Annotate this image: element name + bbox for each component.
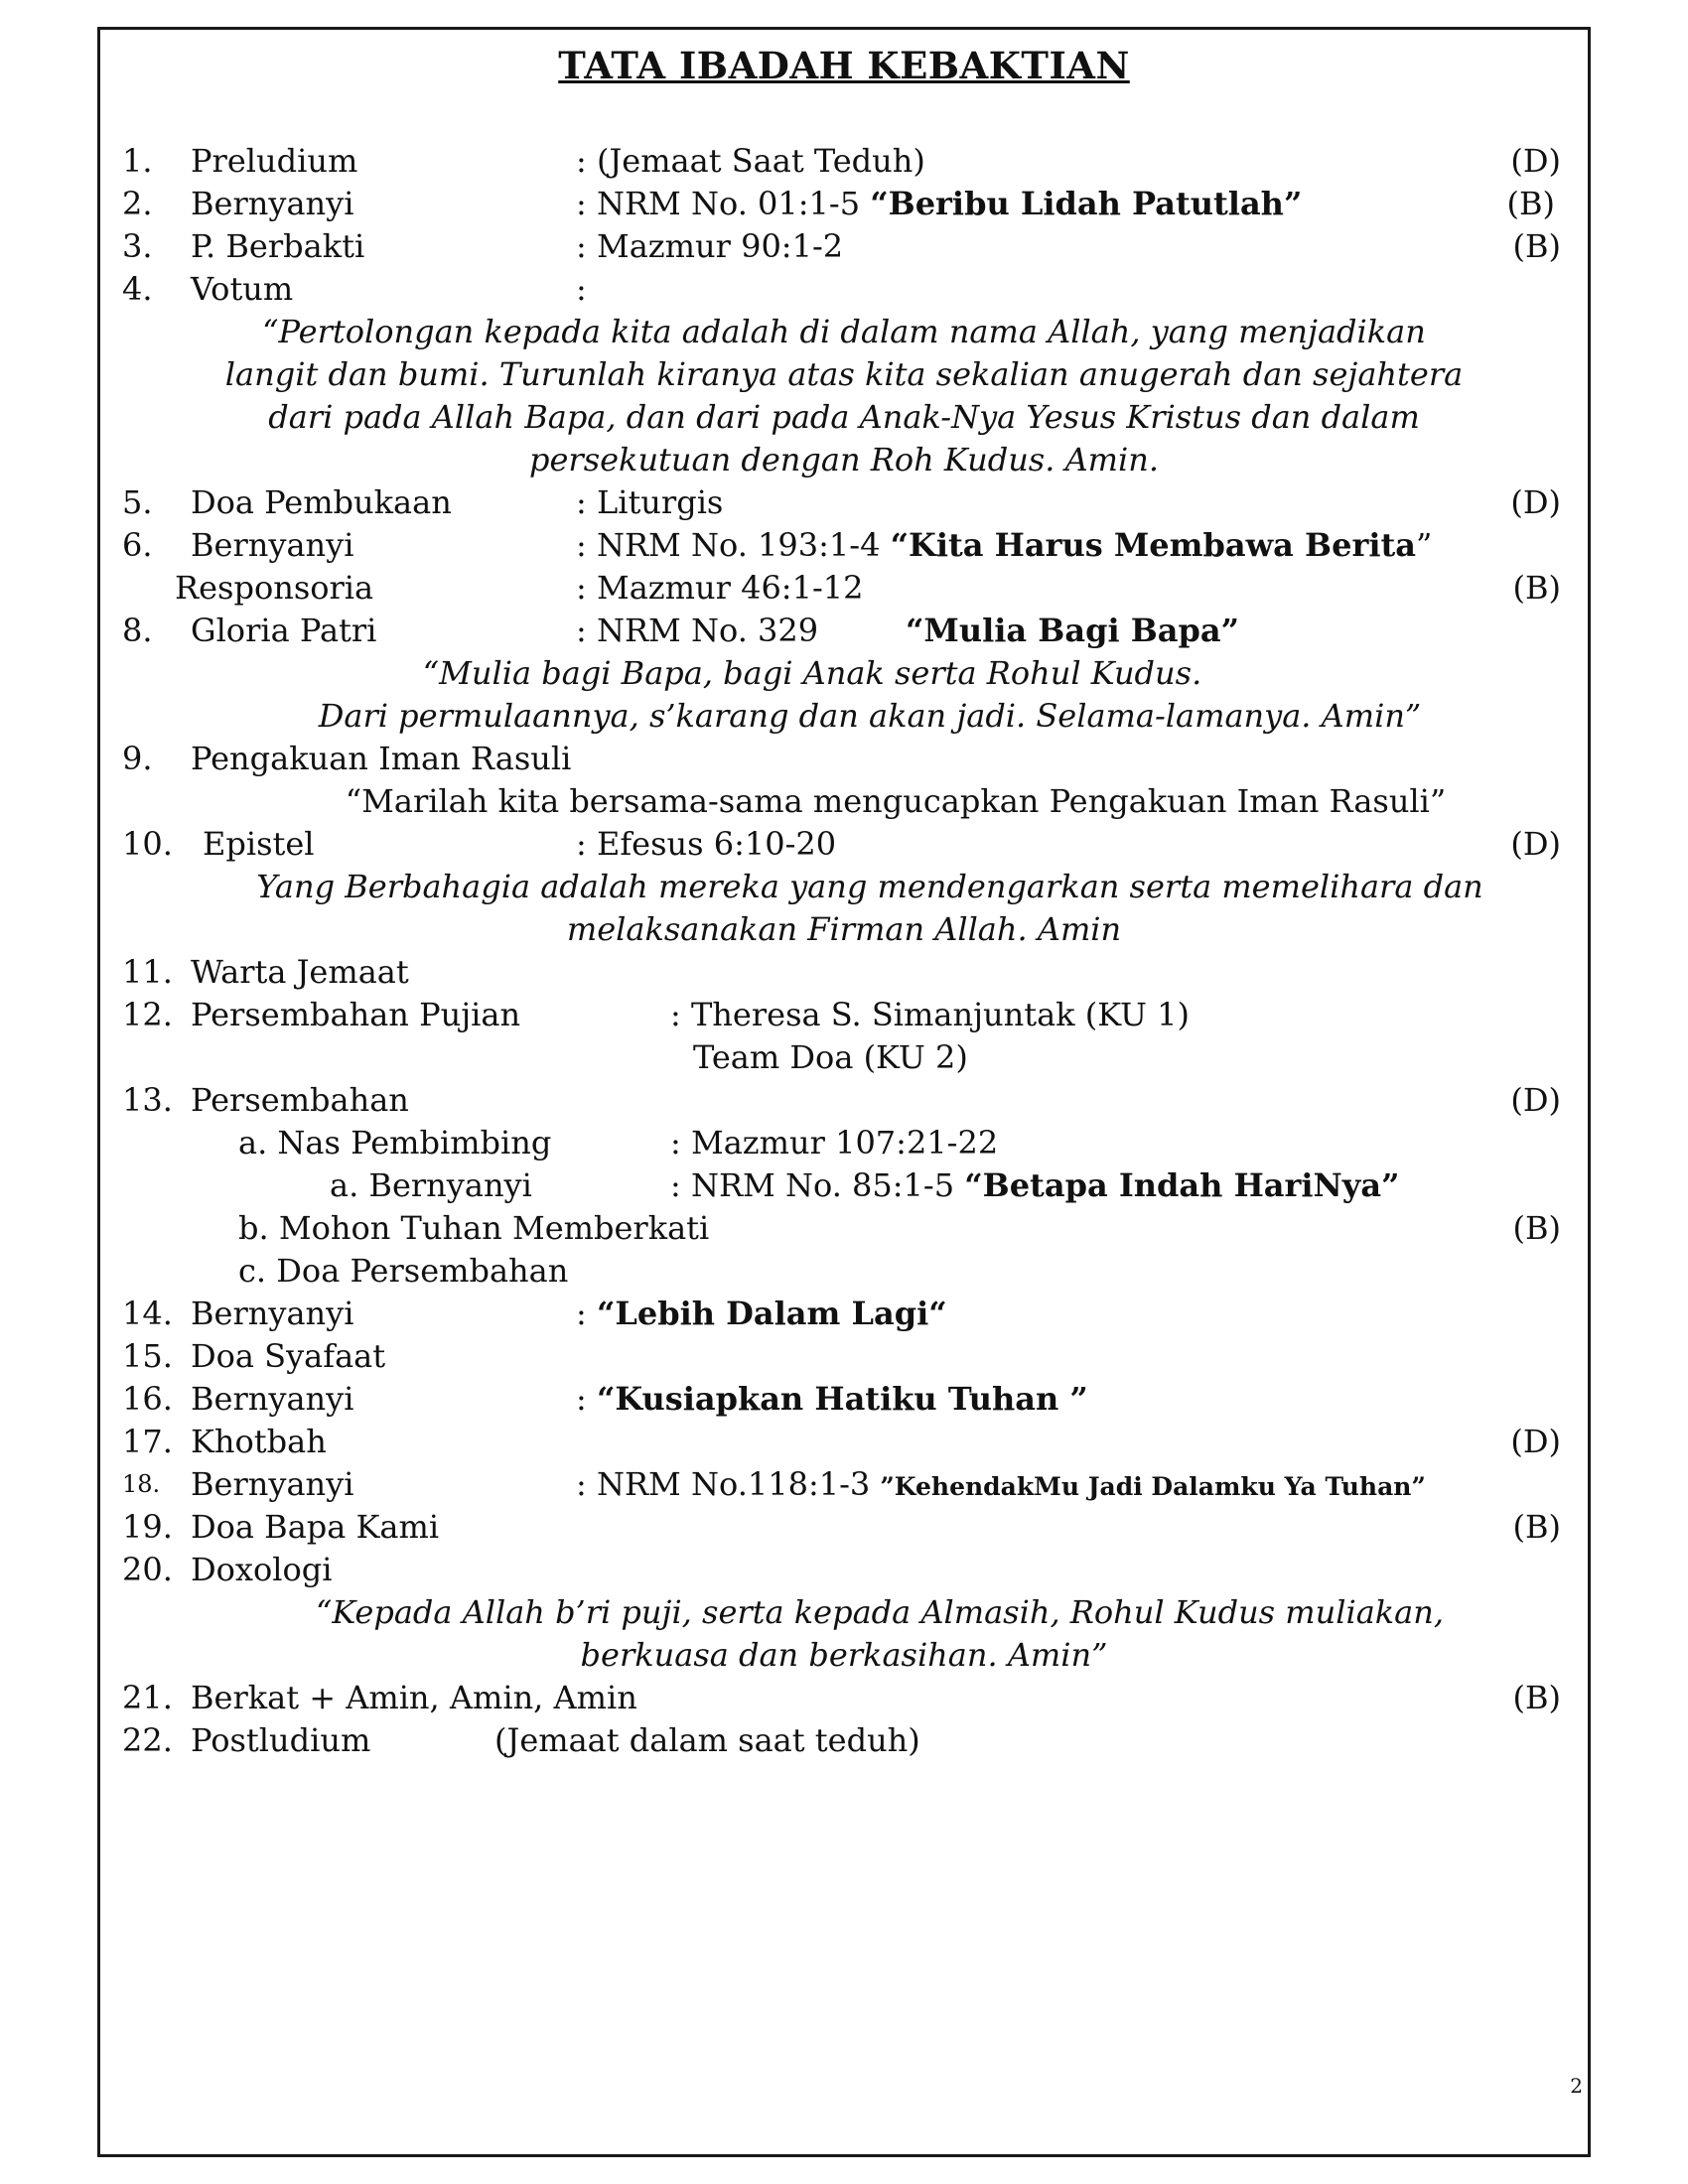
votum-text: dari pada Allah Bapa, dan dari pada Anak-Nya Yesus Kristus dan dalam [268, 398, 1420, 436]
item-detail: : “Kusiapkan Hatiku Tuhan ” [576, 1380, 1088, 1418]
item-code: (D) [1510, 1081, 1561, 1119]
item-number: 2. [122, 185, 153, 222]
item-label: a. Bernyanyi [330, 1166, 532, 1204]
liturgy-item [0, 182, 1688, 225]
page-number: 2 [1570, 2074, 1583, 2098]
item-detail: : NRM No. 01:1-5 “Beribu Lidah Patutlah” [576, 185, 1303, 222]
item-detail: : NRM No.118:1-3 ”KehendakMu Jadi Dalamku Ya Tuhan” [576, 1465, 1426, 1503]
item-detail: : [576, 270, 587, 308]
epistel-text: melaksanakan Firman Allah. Amin [566, 910, 1122, 948]
item-label: Bernyanyi [191, 526, 354, 564]
epistel-text: Yang Berbahagia adalah mereka yang mendengarkan serta memelihara dan [256, 868, 1483, 905]
item-label: Postludium [191, 1721, 371, 1759]
liturgy-item [0, 566, 1688, 610]
item-detail: : (Jemaat Saat Teduh) [576, 142, 925, 180]
item-number: 5. [122, 483, 153, 521]
item-code: (D) [1510, 142, 1561, 180]
item-code: (D) [1510, 1423, 1561, 1460]
votum-text: “Pertolongan kepada kita adalah di dalam nama Allah, yang menjadikan [262, 313, 1426, 350]
liturgy-item [0, 1292, 1688, 1335]
item-number: 15. [122, 1337, 173, 1375]
song-title: ”KehendakMu Jadi Dalamku Ya Tuhan” [880, 1472, 1426, 1501]
liturgy-item-continued [0, 1035, 1688, 1079]
item-number: 21. [122, 1679, 173, 1716]
item-label: b. Mohon Tuhan Memberkati [238, 1209, 710, 1247]
item-detail: Team Doa (KU 2) [693, 1038, 968, 1076]
liturgy-item [0, 609, 1688, 652]
item-detail: : Mazmur 90:1-2 [576, 227, 844, 265]
item-number: 14. [122, 1295, 173, 1332]
item-number: 6. [122, 526, 153, 564]
liturgy-item [0, 1505, 1688, 1549]
item-number: 17. [122, 1423, 173, 1460]
item-label: Doxologi [191, 1551, 333, 1588]
item-label: Doa Syafaat [191, 1337, 386, 1375]
item-detail: : Liturgis [576, 483, 724, 521]
item-label: Epistel [203, 825, 315, 863]
liturgy-item [0, 1718, 1688, 1762]
item-detail: : “Lebih Dalam Lagi“ [576, 1295, 947, 1332]
item-label: Pengakuan Iman Rasuli [191, 740, 572, 777]
liturgy-item [0, 1377, 1688, 1421]
liturgy-item [0, 224, 1688, 268]
item-number: 8. [122, 612, 153, 649]
item-label: Bernyanyi [191, 1295, 354, 1332]
liturgy-item [0, 1334, 1688, 1378]
item-detail: : NRM No. 193:1-4 “Kita Harus Membawa Berita” [576, 526, 1433, 564]
item-code: (B) [1512, 1679, 1561, 1716]
doxologi-text: “Kepada Allah b’ri puji, serta kepada Almasih, Rohul Kudus muliakan, [315, 1593, 1445, 1631]
liturgy-subitem [0, 1121, 1688, 1164]
item-label: Warta Jemaat [191, 953, 409, 991]
item-number: 18. [122, 1470, 161, 1498]
item-label: Bernyanyi [191, 1380, 354, 1418]
item-detail: : Theresa S. Simanjuntak (KU 1) [670, 996, 1190, 1033]
song-title: “Betapa Indah HariNya” [964, 1166, 1400, 1204]
song-title: “Kita Harus Membawa Berita [890, 526, 1416, 564]
item-number: 19. [122, 1508, 173, 1546]
item-label: Persembahan Pujian [191, 996, 521, 1033]
liturgy-item [0, 1676, 1688, 1719]
item-label: Bernyanyi [191, 185, 354, 222]
item-label: Khotbah [191, 1423, 327, 1460]
item-label: Persembahan [191, 1081, 409, 1119]
liturgy-item [0, 1548, 1688, 1591]
liturgy-item [0, 993, 1688, 1036]
liturgy-item [0, 480, 1688, 524]
item-number: 10. [122, 825, 173, 863]
item-number: 11. [122, 953, 173, 991]
liturgy-item [0, 1462, 1688, 1506]
gloria-text: Dari permulaannya, s’karang dan akan jadi. Selama-lamanya. Amin” [318, 697, 1422, 735]
liturgy-subitem [0, 1206, 1688, 1250]
item-number: 9. [122, 740, 153, 777]
song-title: “Beribu Lidah Patutlah” [870, 185, 1303, 222]
item-code: (D) [1510, 825, 1561, 863]
item-code: (B) [1506, 185, 1555, 222]
liturgy-item [0, 950, 1688, 994]
song-title: “Mulia Bagi Bapa” [906, 612, 1240, 649]
liturgy-item [0, 822, 1688, 866]
item-label: c. Doa Persembahan [238, 1252, 569, 1290]
item-detail: : NRM No. 329 [576, 612, 819, 649]
item-number: 16. [122, 1380, 173, 1418]
item-detail: : Mazmur 46:1-12 [576, 569, 864, 607]
votum-text: persekutuan dengan Roh Kudus. Amin. [528, 441, 1160, 478]
liturgy-subitem [0, 1249, 1688, 1293]
item-number: 3. [122, 227, 153, 265]
liturgy-item [0, 139, 1688, 183]
liturgy-item [0, 267, 1688, 311]
item-number: 20. [122, 1551, 173, 1588]
liturgy-item [0, 523, 1688, 567]
liturgy-item [0, 1078, 1688, 1122]
item-label: Preludium [191, 142, 358, 180]
item-label: Doa Pembukaan [191, 483, 452, 521]
song-title: “Kusiapkan Hatiku Tuhan ” [596, 1380, 1088, 1418]
item-label: Doa Bapa Kami [191, 1508, 440, 1546]
item-code: (D) [1510, 483, 1561, 521]
item-detail: : Mazmur 107:21-22 [670, 1124, 999, 1161]
item-code: (B) [1512, 1508, 1561, 1546]
item-detail: : NRM No. 85:1-5 “Betapa Indah HariNya” [670, 1166, 1400, 1204]
item-label: Votum [191, 270, 294, 308]
item-code: (B) [1512, 569, 1561, 607]
item-detail: (Jemaat dalam saat teduh) [494, 1721, 920, 1759]
votum-text: langit dan bumi. Turunlah kiranya atas kita sekalian anugerah dan sejahtera [224, 355, 1464, 393]
doxologi-text: berkuasa dan berkasihan. Amin” [580, 1636, 1108, 1674]
item-label: Bernyanyi [191, 1465, 354, 1503]
item-label: a. Nas Pembimbing [238, 1124, 552, 1161]
item-detail: : Efesus 6:10-20 [576, 825, 837, 863]
item-number: 4. [122, 270, 153, 308]
item-number: 22. [122, 1721, 173, 1759]
item-number: 13. [122, 1081, 173, 1119]
item-label: Gloria Patri [191, 612, 377, 649]
liturgy-subitem [0, 1163, 1688, 1207]
liturgy-item [0, 1420, 1688, 1463]
item-label: P. Berbakti [191, 227, 365, 265]
gloria-text: “Mulia bagi Bapa, bagi Anak serta Rohul Kudus. [422, 654, 1202, 692]
item-label: Berkat + Amin, Amin, Amin [191, 1679, 637, 1716]
item-number: 1. [122, 142, 153, 180]
pengakuan-text: “Marilah kita bersama-sama mengucapkan Pengakuan Iman Rasuli” [345, 782, 1447, 820]
song-title: “Lebih Dalam Lagi“ [596, 1295, 947, 1332]
item-label: Responsoria [175, 569, 374, 607]
liturgy-item [0, 737, 1688, 780]
page-title: TATA IBADAH KEBAKTIAN [558, 44, 1130, 87]
item-number: 12. [122, 996, 173, 1033]
item-code: (B) [1512, 227, 1561, 265]
item-code: (B) [1512, 1209, 1561, 1247]
